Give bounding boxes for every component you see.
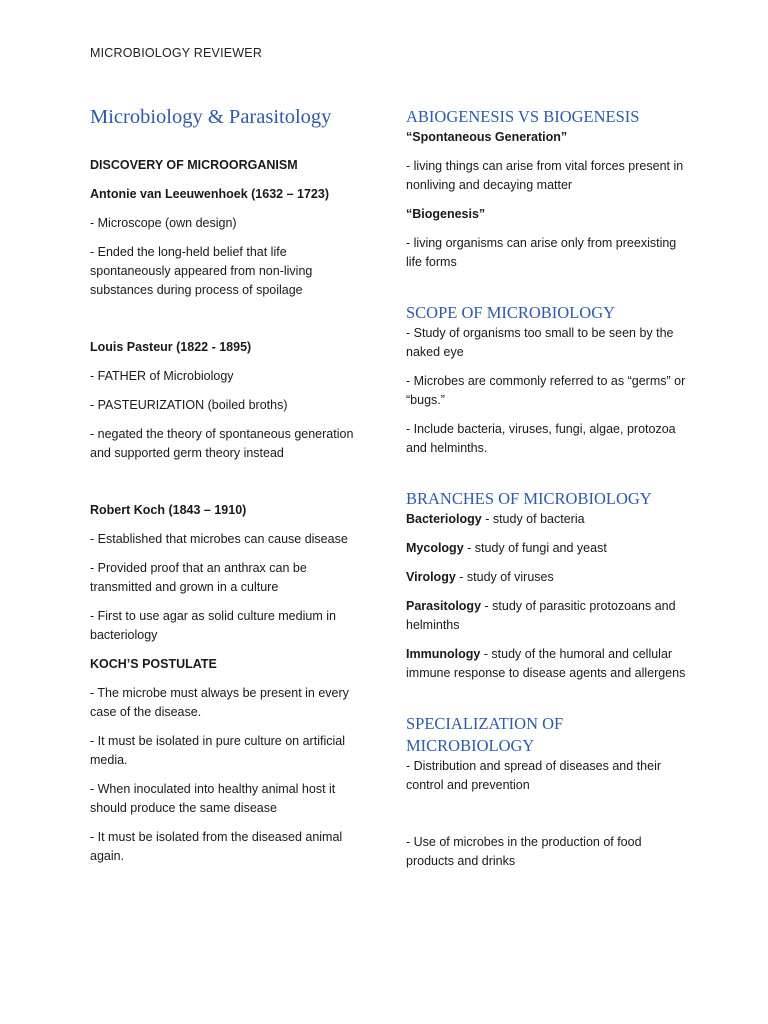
branch-term: Bacteriology (406, 512, 482, 526)
postulate-point: - When inoculated into healthy animal host it should produce the same disease (90, 782, 336, 815)
scope-point: - Study of organisms too small to be seen by the naked eye (406, 326, 674, 359)
leeuwenhoek-name: Antonie van Leeuwenhoek (1632 – 1723) (90, 187, 329, 201)
pasteur-point: - FATHER of Microbiology (90, 369, 234, 383)
branch-desc: - study of parasitic protozoans and helminths (406, 599, 676, 632)
branch-term: Virology (406, 570, 456, 584)
biogenesis-text: - living organisms can arise only from preexisting life forms (406, 236, 677, 269)
branch-item (406, 568, 688, 587)
branch-desc: - study of the humoral and cellular immune response to disease agents and allergens (406, 647, 686, 680)
koch-point: - Established that microbes can cause disease (90, 532, 348, 546)
branch-item (406, 510, 688, 529)
discovery-heading: DISCOVERY OF MICROORGANISM (90, 158, 298, 172)
postulate-point: - The microbe must always be present in every case of the disease. (90, 686, 349, 719)
branch-term: Immunology (406, 647, 481, 661)
scope-heading: SCOPE OF MICROBIOLOGY (406, 303, 616, 322)
postulate-point: - It must be isolated in pure culture on artificial media. (90, 734, 345, 767)
koch-point: - Provided proof that an anthrax can be transmitted and grown in a culture (90, 561, 307, 594)
leeuwenhoek-point: - Microscope (own design) (90, 216, 237, 230)
scope-point: - Include bacteria, viruses, fungi, algae, protozoa and helminths. (406, 422, 676, 455)
biogenesis-label: “Biogenesis” (406, 207, 486, 221)
postulate-point: - It must be isolated from the diseased animal again. (90, 830, 343, 863)
branch-term: Parasitology (406, 599, 482, 613)
scope-point: - Microbes are commonly referred to as “germs” or “bugs.” (406, 374, 686, 407)
pasteur-point: - negated the theory of spontaneous generation and supported germ theory instead (90, 427, 354, 460)
left-column (90, 106, 370, 876)
branch-desc: - study of bacteria (481, 512, 585, 526)
branch-item (406, 539, 688, 558)
branch-item (406, 645, 688, 683)
koch-name: Robert Koch (1843 – 1910) (90, 503, 247, 517)
branch-item (406, 597, 688, 635)
specialization-heading: SPECIALIZATION OF MICROBIOLOGY (406, 714, 564, 755)
pasteur-point: - PASTEURIZATION (boiled broths) (90, 398, 288, 412)
pasteur-name: Louis Pasteur (1822 - 1895) (90, 340, 252, 354)
spontaneous-text: - living things can arise from vital forces present in nonliving and decaying matter (406, 159, 684, 192)
branches-heading: BRANCHES OF MICROBIOLOGY (406, 489, 652, 508)
koch-point: - First to use agar as solid culture medium in bacteriology (90, 609, 336, 642)
spontaneous-label: “Spontaneous Generation” (406, 130, 568, 144)
document-title: Microbiology & Parasitology (90, 106, 332, 128)
specialization-point: - Distribution and spread of diseases and their control and prevention (406, 759, 662, 792)
branch-desc: - study of viruses (455, 570, 554, 584)
postulate-heading: KOCH’S POSTULATE (90, 657, 217, 671)
abiogenesis-heading: ABIOGENESIS VS BIOGENESIS (406, 107, 640, 126)
running-header: MICROBIOLOGY REVIEWER (90, 46, 263, 60)
spacer (406, 805, 688, 833)
branch-desc: - study of fungi and yeast (463, 541, 607, 555)
leeuwenhoek-point: - Ended the long-held belief that life spontaneously appeared from non-living substances during process of spoilage (90, 245, 313, 297)
specialization-point: - Use of microbes in the production of food products and drinks (406, 835, 642, 868)
right-column (406, 106, 688, 881)
branch-term: Mycology (406, 541, 464, 555)
